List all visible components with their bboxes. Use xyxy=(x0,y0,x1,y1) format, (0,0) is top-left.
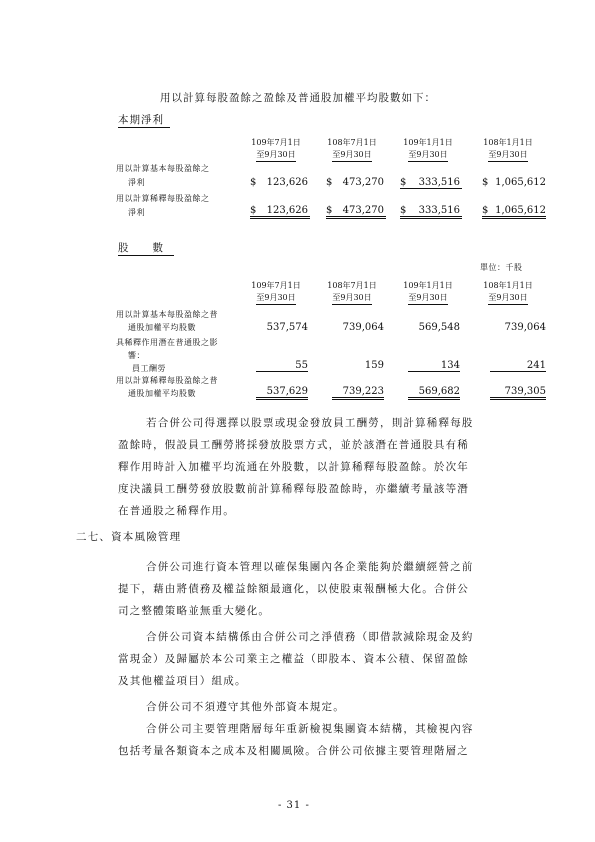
value-cell: 473,270 xyxy=(342,205,384,216)
paragraph-line: 當現金）及歸屬於本公司業主之權益（即股本、資本公積、保留盈餘 xyxy=(118,653,469,665)
row-label: 通股加權平均股數 xyxy=(128,323,196,332)
currency-symbol: $ xyxy=(482,177,489,188)
value-cell: 1,065,612 xyxy=(495,177,546,188)
row-label: 用以計算稀釋每股盈餘之普 xyxy=(116,376,218,385)
row-label: 通股加權平均股數 xyxy=(128,389,196,398)
value-cell: 1,065,612 xyxy=(495,205,546,216)
row-label: 淨利 xyxy=(128,178,145,187)
value-cell: 569,548 xyxy=(418,322,460,333)
value-cell: 739,223 xyxy=(332,386,384,400)
currency-symbol: $ xyxy=(250,177,257,188)
row-label: 員工酬勞 xyxy=(132,364,166,373)
value-cell: 123,626 xyxy=(266,177,308,188)
paragraph-line: 在普通股之稀釋作用。 xyxy=(118,505,235,517)
col-header-3: 109年1月1日 至9月30日 xyxy=(392,137,464,162)
col-header-1: 109年7月1日 至9月30日 xyxy=(240,280,312,305)
currency-symbol: $ xyxy=(400,177,462,189)
value-cell: 537,629 xyxy=(256,386,308,400)
currency-symbol: $ xyxy=(326,177,333,188)
paragraph-line: 若合併公司得選擇以股票或現金發放員工酬勞，則計算稀釋每股 xyxy=(146,417,474,429)
col-header-2: 108年7月1日 至9月30日 xyxy=(316,137,388,162)
paragraph-line: 及其他權益項目）組成。 xyxy=(118,675,247,687)
paragraph-line: 釋作用時計入加權平均流通在外股數，以計算稀釋每股盈餘。於次年 xyxy=(118,461,469,473)
col-header-4: 108年1月1日 至9月30日 xyxy=(472,137,544,162)
row-label: 用以計算基本每股盈餘之 xyxy=(116,164,210,173)
value-cell: 537,574 xyxy=(266,322,308,333)
col-header-2: 108年7月1日 至9月30日 xyxy=(316,280,388,305)
value-cell: 241 xyxy=(490,360,546,372)
section-heading: 二七、資本風險管理 xyxy=(76,531,182,543)
paragraph-line: 提下，藉由將債務及權益餘額最適化，以使股東報酬極大化。合併公 xyxy=(118,583,469,595)
value-cell: 739,305 xyxy=(490,386,546,400)
paragraph-line: 合併公司不須遵守其他外部資本規定。 xyxy=(146,701,345,713)
paragraph-line: 司之整體策略並無重大變化。 xyxy=(118,605,271,617)
unit-label: 單位：千股 xyxy=(480,263,523,272)
value-cell: 123,626 xyxy=(266,205,308,216)
intro-line: 用以計算每股盈餘之盈餘及普通股加權平均股數如下： xyxy=(160,92,436,104)
value-cell: 333,516 xyxy=(418,177,460,188)
value-cell: 739,064 xyxy=(504,322,546,333)
section-net-income-title: 本期淨利 xyxy=(118,112,170,128)
paragraph-line: 合併公司資本結構係由合併公司之淨債務（即借款減除現金及約 xyxy=(146,631,474,643)
value-cell: 473,270 xyxy=(342,177,384,188)
col-header-1: 109年7月1日 至9月30日 xyxy=(240,137,312,162)
row-label: 用以計算基本每股盈餘之普 xyxy=(116,310,218,319)
value-cell: 739,064 xyxy=(342,322,384,333)
value-cell: 569,682 xyxy=(408,386,460,400)
currency-symbol: $ xyxy=(482,205,546,219)
value-cell: 134 xyxy=(408,360,460,372)
row-label: 響： xyxy=(128,351,145,360)
currency-symbol: $ xyxy=(400,205,462,219)
page-number: - 31 - xyxy=(278,800,310,811)
row-label: 淨利 xyxy=(128,208,145,217)
paragraph-line: 合併公司主要管理階層每年重新檢視集團資本結構，其檢視內容 xyxy=(146,723,474,735)
paragraph-line: 盈餘時，假設員工酬勞將採發放股票方式，並於該潛在普通股具有稀 xyxy=(118,439,469,451)
paragraph-line: 合併公司進行資本管理以確保集團內各企業能夠於繼續經營之前 xyxy=(146,561,474,573)
paragraph-line: 包括考量各類資本之成本及相關風險。合併公司依據主要管理階層之 xyxy=(118,745,469,757)
col-header-4: 108年1月1日 至9月30日 xyxy=(472,280,544,305)
col-header-3: 109年1月1日 至9月30日 xyxy=(392,280,464,305)
value-cell: 55 xyxy=(256,360,308,372)
value-cell: 333,516 xyxy=(418,205,460,216)
paragraph-line: 度決議員工酬勞發放股數前計算稀釋每股盈餘時，亦繼續考量該等潛 xyxy=(118,483,469,495)
value-cell: 159 xyxy=(364,360,384,371)
currency-symbol: $ xyxy=(326,205,386,219)
section-shares-title: 股 數 xyxy=(118,240,174,256)
currency-symbol: $ xyxy=(250,205,310,219)
row-label: 用以計算稀釋每股盈餘之 xyxy=(116,194,210,203)
row-label: 具稀釋作用潛在普通股之影 xyxy=(116,338,218,347)
